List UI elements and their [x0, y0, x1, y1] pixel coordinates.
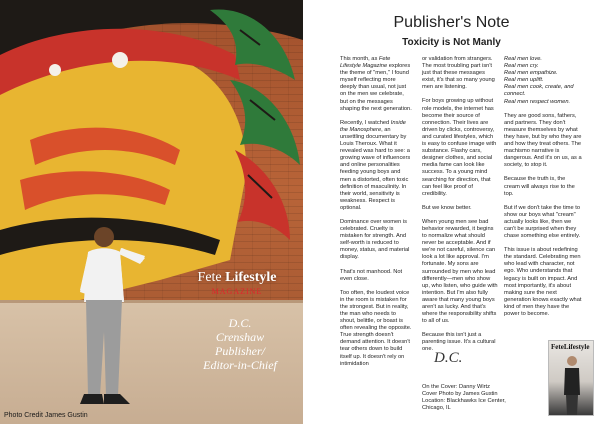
- real-men-line: Real men love.: [504, 56, 542, 62]
- text-run: Recently, I watched: [340, 119, 391, 126]
- paragraph: But if we don't take the time to show our boys what "cream" actually looks like, then we can't be surprised when they chase something else entirely.: [504, 204, 581, 240]
- brand-word1: Fete: [197, 270, 222, 285]
- paragraph: But we know better.: [422, 204, 472, 211]
- paragraph: [340, 120, 412, 212]
- cover-credit-line: On the Cover: Danny Wirtz: [422, 384, 490, 390]
- paragraph: They are good sons, fathers, and partners. They don't measure themselves by what they have, but by who they are and how they treat others. The machismo narrative is dangerous. And it's on us, as a society, to stop it.: [504, 112, 582, 169]
- cover-credits: [422, 384, 506, 412]
- text-run: explores the theme of "men," I found myself reflecting more deeply than usual, not just on the men we celebrate, but on the messages shaping the next generation.: [340, 63, 412, 112]
- paragraph: [340, 56, 412, 113]
- real-men-line: Real men uplift.: [504, 77, 544, 84]
- name-line: Editor-in-Chief: [203, 358, 277, 372]
- real-men-line: Real men cry.: [504, 63, 539, 70]
- name-line: Crenshaw: [215, 330, 265, 344]
- paragraph: Dominance over women is celebrated. Cruelty is mistaken for strength. And self-worth is reduced to money, status, and material display.: [340, 218, 410, 261]
- photo-credit: Photo Credit James Gustin: [4, 412, 88, 419]
- real-men-line: Real men empathize.: [504, 70, 558, 77]
- documentary-title: Inside the Manosphere: [340, 119, 406, 133]
- text-column-2: [422, 56, 498, 361]
- cover-credit-line: Cover Photo by James Gustin: [422, 391, 498, 398]
- publishers-note-page: [303, 0, 600, 424]
- text-run: This month, as: [340, 56, 379, 62]
- text-run: , an unsettling documentary by Louis Theroux. What it revealed was hard to see: a growing wave of influencers and online personalities feeding young boys and men a distorted, often toxic definition of masculinity. In their world, sensitivity is weakness. Respect is optional.: [340, 126, 411, 211]
- text-column-3: [504, 56, 582, 325]
- paragraph: Because the truth is, the cream will always rise to the top.: [504, 176, 575, 197]
- page-title: Publisher's Note: [393, 14, 510, 31]
- name-line: Publisher/: [215, 344, 265, 358]
- floor-edge: [0, 300, 303, 303]
- paragraph: When young men see bad behavior rewarded, it begins to normalize what should never be acceptable. And if we're not careful, silence can look a lot like approval. I'm fortunate. My sons are surrounded by men who lead differently—men who show up, who listen, who guide with intention. But I'm also fully aware that many young boys aren't as lucky. And that's where the responsibility shifts to all of us.: [422, 218, 498, 325]
- paragraph: For boys growing up without role models, the internet has become their source of connection. Their lives are driven by clicks, controversy, and curated lifestyles, which is easy to confuse image with substance. Flashy cars, designer clothes, and social media fame can look like success. To a young mind searching for direction, that can feel like proof of credibility.: [422, 98, 497, 197]
- text-column-1: [340, 56, 412, 375]
- paragraph: Too often, the loudest voice in the room is mistaken for the strongest. But in reality, the man who needs to shout, belittle, or boast is often revealing the opposite. True strength doesn't demand attention. It doesn't tear others down to build itself up. It doesn't rely on intimidation: [340, 289, 412, 367]
- real-men-list: [504, 56, 582, 106]
- brand-title: [177, 270, 297, 286]
- thumbnail-title: FeteLifestyle: [551, 343, 590, 351]
- cover-credit-line: Chicago, IL: [422, 405, 451, 412]
- brand-subtitle: MAGAZINE: [211, 287, 263, 296]
- magazine-name: Fete Lifestyle Magazine: [340, 56, 391, 70]
- man-figure-overlay: [70, 228, 150, 408]
- article-subtitle: Toxicity is Not Manly: [402, 37, 501, 48]
- magazine-cover-thumbnail: [548, 340, 594, 416]
- paragraph: That's not manhood. Not even close.: [340, 268, 403, 282]
- paragraph: This issue is about redefining the standard. Celebrating men who lead with character, not ego. Who understands that legacy is built on impact. And most importantly, it's about making sure the next generation knows exactly what kind of men they have the power to become.: [504, 247, 582, 317]
- cover-credit-line: Location: Blackhawks Ice Center,: [422, 398, 506, 405]
- cover-person-image: [563, 355, 581, 415]
- paragraph: or validation from strangers. The most troubling part isn't just that these messages exist, it's that so many young men are listening.: [422, 56, 495, 91]
- publisher-name-block: [185, 316, 295, 372]
- brand-word2: Lifestyle: [225, 270, 277, 285]
- name-line: D.C.: [228, 316, 252, 330]
- paragraph: Because this isn't just a parenting issue. It's a cultural one.: [422, 332, 496, 353]
- real-men-line: Real men cook, create, and connect.: [504, 84, 574, 98]
- real-men-line: Real men respect women.: [504, 98, 571, 105]
- signature: D.C.: [434, 350, 463, 366]
